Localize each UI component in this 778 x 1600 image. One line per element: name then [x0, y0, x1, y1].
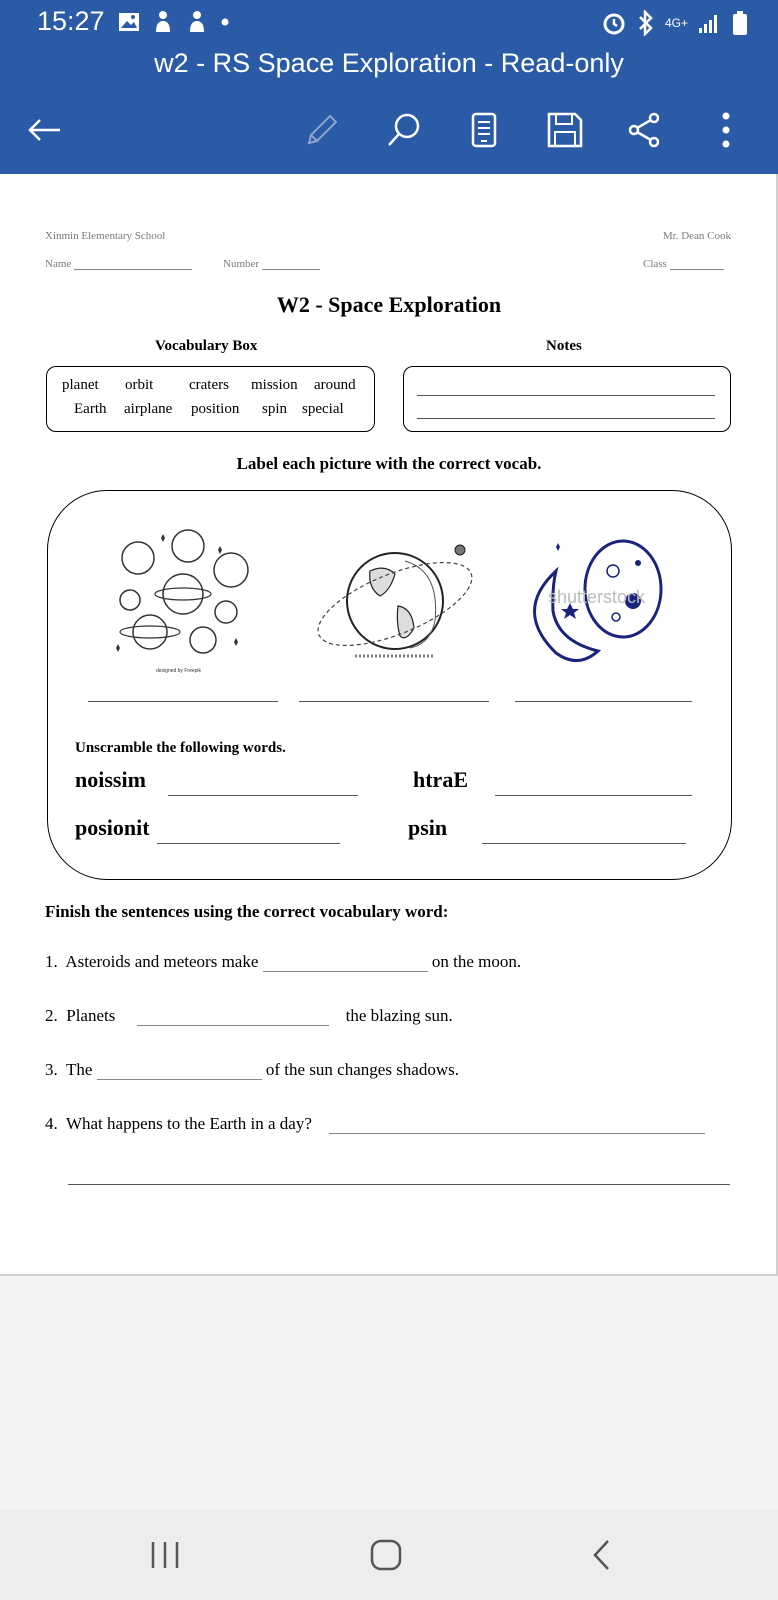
edit-button[interactable] [300, 108, 344, 152]
vocab-word: position [191, 401, 240, 417]
sentence-text: on the moon. [431, 952, 522, 971]
notes-box [403, 366, 731, 432]
number-line [262, 269, 320, 270]
recent-apps-button[interactable] [148, 1540, 182, 1575]
vocab-word: mission [251, 377, 298, 393]
back-arrow-icon [26, 117, 62, 143]
moons-picture [518, 531, 668, 671]
chevron-left-icon [590, 1538, 614, 1572]
back-button[interactable] [22, 108, 66, 152]
unscramble-answer-line [482, 842, 686, 844]
planet [163, 574, 203, 614]
vocab-word: airplane [124, 401, 173, 417]
picture-answer-line [88, 700, 278, 702]
picture-answer-line [515, 700, 692, 702]
reading-view-icon [471, 112, 497, 148]
watermark: shutterstock [548, 587, 646, 607]
sentence-blank [263, 971, 428, 972]
sparkle-icon [556, 543, 560, 551]
notes-line [417, 394, 715, 396]
earth [347, 553, 443, 649]
dot-icon [220, 17, 230, 27]
system-nav-bar [0, 1510, 778, 1600]
status-time: 15:27 [37, 6, 105, 36]
vocab-word: orbit [125, 377, 154, 393]
notes-heading: Notes [546, 338, 582, 354]
battery-icon [732, 10, 748, 36]
planets-picture [108, 526, 258, 676]
unscramble-answer-line [157, 842, 340, 844]
vocab-word: special [302, 401, 344, 417]
sentence-blank [97, 1079, 262, 1080]
vocab-word: spin [262, 401, 288, 417]
planet [120, 590, 140, 610]
document-title: w2 - RS Space Exploration - Read-only [154, 48, 624, 78]
class-field [643, 258, 724, 270]
picture-activity-box [47, 490, 732, 880]
sentence-1 [45, 952, 521, 972]
label-instruction: Label each picture with the correct vocab. [236, 454, 542, 473]
sentence-text: Planets [66, 1006, 116, 1025]
search-icon [386, 112, 422, 148]
planet [190, 627, 216, 653]
vocab-word: around [314, 377, 356, 393]
more-options-button[interactable] [704, 108, 748, 152]
edit-pencil-icon [305, 113, 339, 147]
number-field [223, 258, 320, 270]
unscramble-instruction: Unscramble the following words. [75, 740, 286, 756]
sentence-blank [329, 1133, 705, 1134]
notes-line [417, 417, 715, 419]
home-icon [369, 1538, 403, 1572]
reading-view-button[interactable] [462, 108, 506, 152]
system-back-button[interactable] [590, 1538, 614, 1577]
vocab-word: craters [189, 377, 229, 393]
sentence-3 [45, 1060, 459, 1080]
unscramble-answer-line [168, 794, 358, 796]
sentence-text: of the sun changes shadows. [265, 1060, 459, 1079]
class-line [670, 269, 724, 270]
sentence-blank [137, 1025, 329, 1026]
planet [214, 553, 248, 587]
planet [133, 615, 167, 649]
recent-apps-icon [148, 1540, 182, 1570]
crater [635, 560, 641, 566]
worksheet-title: W2 - Space Exploration [276, 292, 502, 317]
share-icon [626, 112, 662, 148]
more-icon [721, 112, 731, 148]
status-bar [0, 0, 778, 46]
sentence-text: Asteroids and meteors make [65, 952, 259, 971]
bluetooth-icon [637, 10, 655, 36]
network-type: 4G+ [664, 16, 688, 30]
signal-icon [698, 12, 722, 34]
scrambled-word: noissim [75, 767, 146, 792]
share-button[interactable] [622, 108, 666, 152]
app-bar [0, 0, 778, 174]
moon [455, 545, 465, 555]
sentence-4 [45, 1114, 705, 1134]
sentence-number: 3. [45, 1060, 58, 1079]
app-notification-icon [152, 10, 174, 34]
planet [215, 601, 237, 623]
freepik-credit: designed by Freepik [156, 668, 202, 674]
teacher-name: Mr. Dean Cook [662, 230, 731, 242]
name-line [74, 269, 192, 270]
vocab-box [46, 366, 375, 432]
sentence-answer-line [68, 1183, 730, 1185]
vocab-word: Earth [74, 401, 107, 417]
alarm-icon [601, 10, 627, 36]
planet [122, 542, 154, 574]
scrambled-word: htraE [413, 767, 468, 792]
number-label: Number [223, 258, 260, 270]
school-name: Xinmin Elementary School [45, 230, 166, 242]
sentence-text: What happens to the Earth in a day? [65, 1114, 312, 1133]
vocab-word: planet [62, 377, 99, 393]
scrambled-word: psin [408, 815, 448, 840]
name-label: Name [45, 258, 72, 270]
picture-answer-line [299, 700, 489, 702]
app-notification-icon [186, 10, 208, 34]
scrambled-word: posionit [75, 815, 150, 840]
earth-orbit-picture [310, 536, 480, 666]
finish-instruction: Finish the sentences using the correct vocabulary word: [45, 902, 449, 921]
save-icon [547, 112, 583, 148]
sentence-number: 2. [45, 1006, 58, 1025]
save-button[interactable] [543, 108, 587, 152]
home-button[interactable] [369, 1538, 403, 1577]
search-button[interactable] [382, 108, 426, 152]
gallery-icon [118, 11, 140, 33]
vocab-heading: Vocabulary Box [155, 338, 258, 354]
sentence-text: The [65, 1060, 93, 1079]
sentence-number: 4. [45, 1114, 58, 1133]
sentence-2 [45, 1006, 453, 1026]
class-label: Class [643, 258, 667, 270]
sentence-number: 1. [45, 952, 58, 971]
sentence-text: the blazing sun. [345, 1006, 453, 1025]
name-field [45, 258, 192, 270]
unscramble-answer-line [495, 794, 692, 796]
planet [172, 530, 204, 562]
